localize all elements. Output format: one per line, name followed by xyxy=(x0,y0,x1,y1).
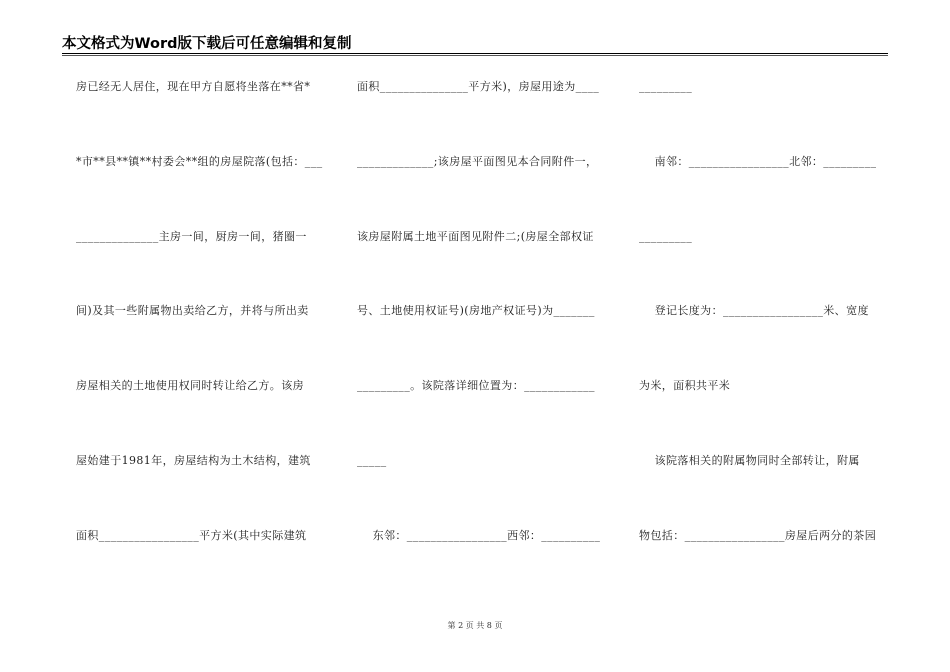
text-line: _________ xyxy=(639,80,693,93)
text-line: 号、土地使用权证号)(房地产权证号)为_______ xyxy=(357,304,595,317)
text-line: 面积_________________平方米(其中实际建筑 xyxy=(76,529,307,542)
text-line: 该院落相关的附属物同时全部转让，附属 xyxy=(639,454,860,467)
text-line: 东邻：_________________西邻：__________ xyxy=(357,529,601,542)
text-line: 房屋相关的土地使用权同时转让给乙方。该房 xyxy=(76,379,304,392)
text-line: *市**县**镇**村委会**组的房屋院落(包括：___ xyxy=(76,155,323,168)
text-line: 间)及其一些附属物出卖给乙方，并将与所出卖 xyxy=(76,304,309,317)
header-rule xyxy=(62,53,888,54)
text-line: _____ xyxy=(357,454,387,467)
text-line: 物包括：_________________房屋后两分的茶园 xyxy=(639,529,877,542)
text-line: 该房屋附属土地平面图见附件二;(房屋全部权证 xyxy=(357,230,594,243)
text-line: 南邻：_________________北邻：_________ xyxy=(639,155,877,168)
text-line: 面积_______________平方米)，房屋用途为____ xyxy=(357,80,600,93)
document-header: 本文格式为Word版下载后可任意编辑和复制 xyxy=(62,36,352,52)
text-line: 为米，面积共平米 xyxy=(639,379,731,392)
text-line: 登记长度为：_________________米、宽度 xyxy=(639,304,869,317)
text-line: 屋始建于1981年，房屋结构为土木结构，建筑 xyxy=(76,454,311,467)
header-rule-secondary xyxy=(62,55,888,56)
text-line: ______________主房一间，厨房一间，猪圈一 xyxy=(76,230,307,243)
text-line: _________ xyxy=(639,230,693,243)
text-line: _________。该院落详细位置为：____________ xyxy=(357,379,595,392)
page-number: 第 2 页 共 8 页 xyxy=(447,621,503,630)
text-line: _____________;该房屋平面图见本合同附件一， xyxy=(357,155,598,168)
text-line: 房已经无人居住，现在甲方自愿将坐落在**省* xyxy=(76,80,311,93)
